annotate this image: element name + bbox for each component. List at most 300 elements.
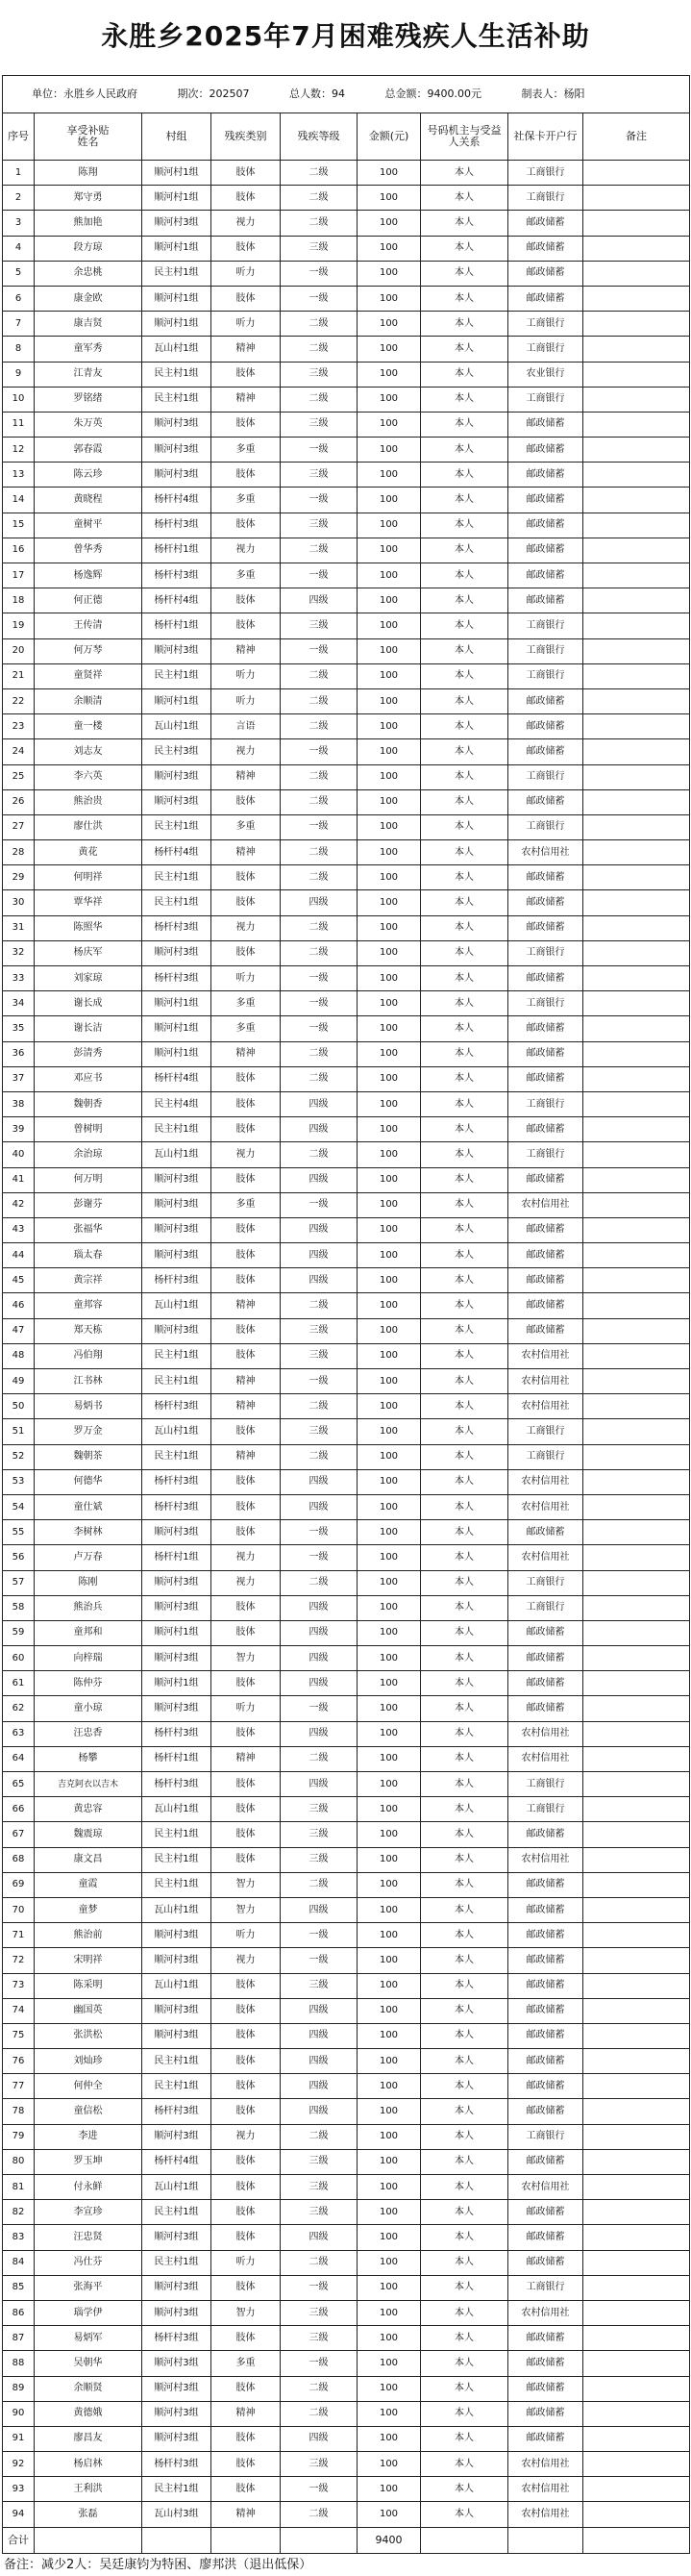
table-row: [3, 2074, 690, 2099]
cell-col-grade: 三级: [281, 2326, 358, 2351]
cell-col-village: 民主村1组: [142, 1369, 211, 1394]
cell-col-amount: 100: [358, 814, 421, 839]
cell-col-relation: 本人: [421, 1646, 508, 1671]
cell-col-remark: [583, 1872, 690, 1897]
cell-col-name: 童一楼: [35, 714, 142, 739]
cell-col-bank: 农村信用社: [508, 1494, 583, 1519]
cell-col-bank: 工商银行: [508, 991, 583, 1016]
cell-col-index: 87: [3, 2326, 35, 2351]
cell-col-category: 肢体: [211, 1620, 281, 1645]
cell-col-name: 易炳书: [35, 1394, 142, 1419]
cell-col-category: 智力: [211, 1872, 281, 1897]
cell-col-grade: 四级: [281, 588, 358, 613]
cell-col-village: 杨杆村3组: [142, 966, 211, 991]
cell-col-remark: [583, 966, 690, 991]
cell-col-amount: 100: [358, 1746, 421, 1771]
cell-col-bank: 农村信用社: [508, 1746, 583, 1771]
table-row: [3, 714, 690, 739]
cell-col-village: 顺河村3组: [142, 438, 211, 463]
cell-col-name: 罗万金: [35, 1419, 142, 1444]
cell-col-relation: 本人: [421, 1872, 508, 1897]
total-empty-cell: [508, 2527, 583, 2553]
cell-col-relation: 本人: [421, 488, 508, 513]
cell-col-village: 瓦山村1组: [142, 1293, 211, 1318]
cell-col-grade: 三级: [281, 2149, 358, 2174]
cell-col-index: 71: [3, 1923, 35, 1948]
cell-col-bank: 邮政储蓄: [508, 236, 583, 261]
cell-col-bank: 农村信用社: [508, 1394, 583, 1419]
cell-col-grade: 四级: [281, 890, 358, 915]
cell-col-village: 杨杆村1组: [142, 1746, 211, 1771]
cell-col-relation: 本人: [421, 2149, 508, 2174]
cell-col-village: 顺河村3组: [142, 1243, 211, 1268]
cell-col-remark: [583, 538, 690, 563]
cell-col-category: 肢体: [211, 2074, 281, 2099]
cell-col-name: 曾华秀: [35, 538, 142, 563]
cell-col-grade: 一级: [281, 991, 358, 1016]
cell-col-index: 13: [3, 463, 35, 488]
cell-col-category: 肢体: [211, 2175, 281, 2200]
cell-col-grade: 二级: [281, 940, 358, 965]
cell-col-relation: 本人: [421, 1293, 508, 1318]
table-row: [3, 1318, 690, 1343]
cell-col-amount: 100: [358, 488, 421, 513]
cell-col-relation: 本人: [421, 1948, 508, 1973]
cell-col-index: 5: [3, 261, 35, 286]
cell-col-name: 李树林: [35, 1520, 142, 1545]
cell-col-grade: 一级: [281, 739, 358, 764]
cell-col-amount: 100: [358, 1394, 421, 1419]
cell-col-village: 顺河村3组: [142, 1217, 211, 1242]
cell-col-amount: 100: [358, 588, 421, 613]
total-row: [3, 2527, 690, 2553]
cell-col-category: 肢体: [211, 1797, 281, 1822]
cell-col-amount: 100: [358, 1369, 421, 1394]
cell-col-village: 顺河村3组: [142, 2124, 211, 2149]
cell-col-index: 54: [3, 1494, 35, 1519]
cell-col-bank: 邮政储蓄: [508, 865, 583, 890]
cell-col-village: 杨杆村3组: [142, 1469, 211, 1494]
table-row: [3, 2502, 690, 2527]
cell-col-amount: 100: [358, 1822, 421, 1847]
cell-col-amount: 100: [358, 739, 421, 764]
table-row: [3, 438, 690, 463]
cell-col-amount: 100: [358, 362, 421, 387]
cell-col-village: 顺河村3组: [142, 2426, 211, 2451]
cell-col-bank: 邮政储蓄: [508, 2326, 583, 2351]
table-row: [3, 1696, 690, 1721]
cell-col-amount: 100: [358, 236, 421, 261]
cell-col-bank: 农村信用社: [508, 2175, 583, 2200]
cell-col-index: 45: [3, 1268, 35, 1293]
cell-col-village: 顺河村1组: [142, 1671, 211, 1696]
cell-col-bank: 邮政储蓄: [508, 513, 583, 538]
cell-col-category: 肢体: [211, 865, 281, 890]
cell-col-category: 肢体: [211, 1671, 281, 1696]
table-row: [3, 1268, 690, 1293]
cell-col-grade: 二级: [281, 663, 358, 688]
cell-col-amount: 100: [358, 1646, 421, 1671]
cell-col-category: 肢体: [211, 1822, 281, 1847]
cell-col-remark: [583, 1620, 690, 1645]
table-row: [3, 1091, 690, 1116]
cell-col-name: 杨攀: [35, 1746, 142, 1771]
cell-col-category: 肢体: [211, 890, 281, 915]
preparer-label: 制表人：杨阳: [521, 88, 585, 100]
cell-col-village: 民主村1组: [142, 1343, 211, 1368]
cell-col-index: 36: [3, 1041, 35, 1066]
cell-col-relation: 本人: [421, 1117, 508, 1142]
cell-col-bank: 农村信用社: [508, 2452, 583, 2477]
cell-col-grade: 四级: [281, 1243, 358, 1268]
cell-col-category: 肢体: [211, 161, 281, 186]
cell-col-bank: 邮政储蓄: [508, 1948, 583, 1973]
cell-col-name: 熊治前: [35, 1923, 142, 1948]
cell-col-amount: 100: [358, 2175, 421, 2200]
cell-col-grade: 四级: [281, 1469, 358, 1494]
cell-col-village: 杨杆村4组: [142, 588, 211, 613]
cell-col-bank: 工商银行: [508, 764, 583, 789]
cell-col-amount: 100: [358, 940, 421, 965]
cell-col-category: 多重: [211, 991, 281, 1016]
table-row: [3, 1797, 690, 1822]
cell-col-index: 27: [3, 814, 35, 839]
cell-col-remark: [583, 1394, 690, 1419]
cell-col-bank: 邮政储蓄: [508, 2149, 583, 2174]
cell-col-amount: 100: [358, 1091, 421, 1116]
cell-col-grade: 二级: [281, 688, 358, 713]
cell-col-remark: [583, 1772, 690, 1797]
cell-col-bank: 邮政储蓄: [508, 1318, 583, 1343]
cell-col-bank: 邮政储蓄: [508, 2200, 583, 2225]
header-col-grade: 残疾等级: [281, 113, 358, 161]
cell-col-category: 精神: [211, 1746, 281, 1771]
cell-col-remark: [583, 1570, 690, 1595]
cell-col-remark: [583, 1066, 690, 1091]
cell-col-name: 易炳军: [35, 2326, 142, 2351]
cell-col-category: 肢体: [211, 1998, 281, 2023]
cell-col-amount: 100: [358, 1041, 421, 1066]
cell-col-bank: 邮政储蓄: [508, 463, 583, 488]
cell-col-name: 吉克阿衣以吉木: [35, 1772, 142, 1797]
cell-col-bank: 邮政储蓄: [508, 286, 583, 311]
cell-col-remark: [583, 865, 690, 890]
table-row: [3, 1369, 690, 1394]
cell-col-amount: 100: [358, 1923, 421, 1948]
cell-col-remark: [583, 588, 690, 613]
cell-col-index: 85: [3, 2275, 35, 2300]
cell-col-amount: 100: [358, 1117, 421, 1142]
cell-col-remark: [583, 638, 690, 663]
cell-col-amount: 100: [358, 2023, 421, 2048]
cell-col-index: 25: [3, 764, 35, 789]
cell-col-relation: 本人: [421, 588, 508, 613]
cell-col-category: 肢体: [211, 186, 281, 211]
header-row: [3, 113, 690, 161]
cell-col-index: 16: [3, 538, 35, 563]
cell-col-index: 60: [3, 1646, 35, 1671]
cell-col-index: 30: [3, 890, 35, 915]
cell-col-amount: 100: [358, 538, 421, 563]
cell-col-amount: 100: [358, 1142, 421, 1167]
cell-col-remark: [583, 513, 690, 538]
cell-col-bank: 农村信用社: [508, 2477, 583, 2502]
cell-col-name: 郑守勇: [35, 186, 142, 211]
cell-col-bank: 邮政储蓄: [508, 1520, 583, 1545]
cell-col-name: 魏朝茶: [35, 1444, 142, 1469]
cell-col-index: 22: [3, 688, 35, 713]
cell-col-name: 黄德娥: [35, 2401, 142, 2426]
cell-col-bank: 邮政储蓄: [508, 1696, 583, 1721]
cell-col-remark: [583, 2376, 690, 2401]
cell-col-relation: 本人: [421, 2225, 508, 2250]
cell-col-amount: 100: [358, 1243, 421, 1268]
cell-col-category: 肢体: [211, 236, 281, 261]
cell-col-category: 智力: [211, 1897, 281, 1922]
cell-col-index: 39: [3, 1117, 35, 1142]
cell-col-name: 余治琼: [35, 1142, 142, 1167]
cell-col-remark: [583, 613, 690, 638]
count-label: 总人数：94: [289, 88, 345, 100]
cell-col-amount: 100: [358, 1494, 421, 1519]
cell-col-amount: 100: [358, 2502, 421, 2527]
cell-col-name: 童邦和: [35, 1620, 142, 1645]
cell-col-amount: 100: [358, 1620, 421, 1645]
cell-col-bank: 工商银行: [508, 638, 583, 663]
cell-col-village: 民主村1组: [142, 814, 211, 839]
cell-col-amount: 100: [358, 1343, 421, 1368]
cell-col-index: 84: [3, 2250, 35, 2275]
cell-col-amount: 100: [358, 1797, 421, 1822]
cell-col-category: 肢体: [211, 1520, 281, 1545]
table-row: [3, 1897, 690, 1922]
cell-col-village: 顺河村1组: [142, 286, 211, 311]
cell-col-grade: 一级: [281, 814, 358, 839]
unit-label: 单位：永胜乡人民政府: [32, 88, 137, 100]
table-row: [3, 387, 690, 412]
cell-col-bank: 工商银行: [508, 940, 583, 965]
table-row: [3, 1822, 690, 1847]
cell-col-category: 肢体: [211, 2326, 281, 2351]
cell-col-amount: 100: [358, 161, 421, 186]
cell-col-index: 11: [3, 412, 35, 437]
cell-col-category: 肢体: [211, 2452, 281, 2477]
cell-col-index: 38: [3, 1091, 35, 1116]
table-row: [3, 1998, 690, 2023]
cell-col-category: 肢体: [211, 588, 281, 613]
cell-col-category: 肢体: [211, 2149, 281, 2174]
cell-col-relation: 本人: [421, 2023, 508, 2048]
cell-col-category: 视力: [211, 1545, 281, 1570]
cell-col-village: 顺河村1组: [142, 236, 211, 261]
cell-col-village: 顺河村3组: [142, 412, 211, 437]
cell-col-remark: [583, 1545, 690, 1570]
cell-col-bank: 工商银行: [508, 2275, 583, 2300]
cell-col-amount: 100: [358, 865, 421, 890]
cell-col-amount: 100: [358, 1419, 421, 1444]
cell-col-amount: 100: [358, 2376, 421, 2401]
cell-col-bank: 邮政储蓄: [508, 588, 583, 613]
cell-col-name: 杨启林: [35, 2452, 142, 2477]
cell-col-village: 杨杆村3组: [142, 1772, 211, 1797]
cell-col-remark: [583, 2401, 690, 2426]
cell-col-remark: [583, 1646, 690, 1671]
cell-col-grade: 四级: [281, 2074, 358, 2099]
cell-col-amount: 100: [358, 463, 421, 488]
table-row: [3, 286, 690, 311]
cell-col-grade: 一级: [281, 2275, 358, 2300]
cell-col-remark: [583, 940, 690, 965]
cell-col-amount: 100: [358, 688, 421, 713]
cell-col-category: 肢体: [211, 2099, 281, 2124]
cell-col-index: 62: [3, 1696, 35, 1721]
cell-col-village: 瓦山村1组: [142, 337, 211, 362]
cell-col-amount: 100: [358, 1444, 421, 1469]
cell-col-village: 民主村1组: [142, 1822, 211, 1847]
cell-col-grade: 一级: [281, 1696, 358, 1721]
cell-col-amount: 100: [358, 1192, 421, 1217]
period-label: 期次：202507: [177, 88, 250, 100]
cell-col-relation: 本人: [421, 1369, 508, 1394]
cell-col-index: 10: [3, 387, 35, 412]
cell-col-amount: 100: [358, 1570, 421, 1595]
cell-col-relation: 本人: [421, 2401, 508, 2426]
cell-col-relation: 本人: [421, 2477, 508, 2502]
cell-col-relation: 本人: [421, 1419, 508, 1444]
cell-col-grade: 四级: [281, 1721, 358, 1746]
cell-col-grade: 四级: [281, 2049, 358, 2074]
cell-col-village: 民主村1组: [142, 2049, 211, 2074]
cell-col-index: 72: [3, 1948, 35, 1973]
total-label: 合计: [3, 2527, 35, 2553]
cell-col-grade: 一级: [281, 286, 358, 311]
cell-col-remark: [583, 2049, 690, 2074]
cell-col-grade: 三级: [281, 1343, 358, 1368]
cell-col-remark: [583, 1016, 690, 1041]
cell-col-village: 杨杆村1组: [142, 1545, 211, 1570]
table-row: [3, 1620, 690, 1645]
cell-col-relation: 本人: [421, 1243, 508, 1268]
cell-col-bank: 邮政储蓄: [508, 1117, 583, 1142]
cell-col-amount: 100: [358, 312, 421, 337]
cell-col-grade: 二级: [281, 186, 358, 211]
cell-col-grade: 四级: [281, 2099, 358, 2124]
cell-col-village: 瓦山村1组: [142, 1797, 211, 1822]
cell-col-remark: [583, 1671, 690, 1696]
cell-col-relation: 本人: [421, 1217, 508, 1242]
cell-col-grade: 二级: [281, 714, 358, 739]
cell-col-amount: 100: [358, 337, 421, 362]
cell-col-relation: 本人: [421, 236, 508, 261]
cell-col-category: 肢体: [211, 1217, 281, 1242]
table-row: [3, 2300, 690, 2325]
table-row: [3, 789, 690, 814]
cell-col-relation: 本人: [421, 1696, 508, 1721]
table-row: [3, 2175, 690, 2200]
cell-col-grade: 二级: [281, 161, 358, 186]
cell-col-village: 顺河村3组: [142, 1948, 211, 1973]
cell-col-village: 顺河村3组: [142, 1923, 211, 1948]
cell-col-index: 61: [3, 1671, 35, 1696]
cell-col-category: 视力: [211, 2124, 281, 2149]
cell-col-relation: 本人: [421, 1268, 508, 1293]
cell-col-grade: 四级: [281, 1494, 358, 1519]
cell-col-category: 听力: [211, 663, 281, 688]
cell-col-grade: 二级: [281, 2250, 358, 2275]
cell-col-remark: [583, 186, 690, 211]
cell-col-amount: 100: [358, 1469, 421, 1494]
cell-col-relation: 本人: [421, 915, 508, 940]
cell-col-village: 瓦山村1组: [142, 714, 211, 739]
table-row: [3, 261, 690, 286]
cell-col-grade: 二级: [281, 211, 358, 236]
cell-col-grade: 三级: [281, 412, 358, 437]
cell-col-bank: 农村信用社: [508, 1192, 583, 1217]
cell-col-relation: 本人: [421, 789, 508, 814]
cell-col-index: 88: [3, 2351, 35, 2376]
cell-col-relation: 本人: [421, 1797, 508, 1822]
cell-col-index: 89: [3, 2376, 35, 2401]
cell-col-name: 卢万春: [35, 1545, 142, 1570]
cell-col-grade: 二级: [281, 2401, 358, 2426]
cell-col-index: 4: [3, 236, 35, 261]
cell-col-remark: [583, 1948, 690, 1973]
cell-col-village: 民主村1组: [142, 2477, 211, 2502]
cell-col-village: 瓦山村1组: [142, 1142, 211, 1167]
cell-col-bank: 工商银行: [508, 387, 583, 412]
cell-col-amount: 100: [358, 1772, 421, 1797]
cell-col-name: 覃华祥: [35, 890, 142, 915]
cell-col-amount: 100: [358, 2452, 421, 2477]
table-row: [3, 1167, 690, 1192]
cell-col-grade: 二级: [281, 915, 358, 940]
cell-col-remark: [583, 739, 690, 764]
cell-col-name: 王利洪: [35, 2477, 142, 2502]
cell-col-relation: 本人: [421, 337, 508, 362]
cell-col-bank: 农村信用社: [508, 2502, 583, 2527]
table-row: [3, 2250, 690, 2275]
cell-col-index: 9: [3, 362, 35, 387]
cell-col-index: 12: [3, 438, 35, 463]
cell-col-village: 顺河村1组: [142, 1041, 211, 1066]
table-row: [3, 1948, 690, 1973]
cell-col-amount: 100: [358, 915, 421, 940]
cell-col-index: 94: [3, 2502, 35, 2527]
cell-col-remark: [583, 1822, 690, 1847]
cell-col-index: 29: [3, 865, 35, 890]
cell-col-relation: 本人: [421, 261, 508, 286]
cell-col-village: 瓦山村1组: [142, 1973, 211, 1998]
cell-col-index: 19: [3, 613, 35, 638]
cell-col-remark: [583, 1444, 690, 1469]
table-row: [3, 1217, 690, 1242]
cell-col-name: 陈仲芬: [35, 1671, 142, 1696]
cell-col-remark: [583, 1469, 690, 1494]
cell-col-relation: 本人: [421, 2175, 508, 2200]
cell-col-relation: 本人: [421, 1091, 508, 1116]
cell-col-relation: 本人: [421, 1167, 508, 1192]
cell-col-category: 多重: [211, 563, 281, 588]
cell-col-name: 张磊: [35, 2502, 142, 2527]
cell-col-relation: 本人: [421, 211, 508, 236]
cell-col-bank: 工商银行: [508, 814, 583, 839]
cell-col-remark: [583, 2225, 690, 2250]
cell-col-village: 杨杆村1组: [142, 613, 211, 638]
cell-col-village: 民主村1组: [142, 387, 211, 412]
cell-col-remark: [583, 2326, 690, 2351]
cell-col-relation: 本人: [421, 1721, 508, 1746]
table-row: [3, 1595, 690, 1620]
